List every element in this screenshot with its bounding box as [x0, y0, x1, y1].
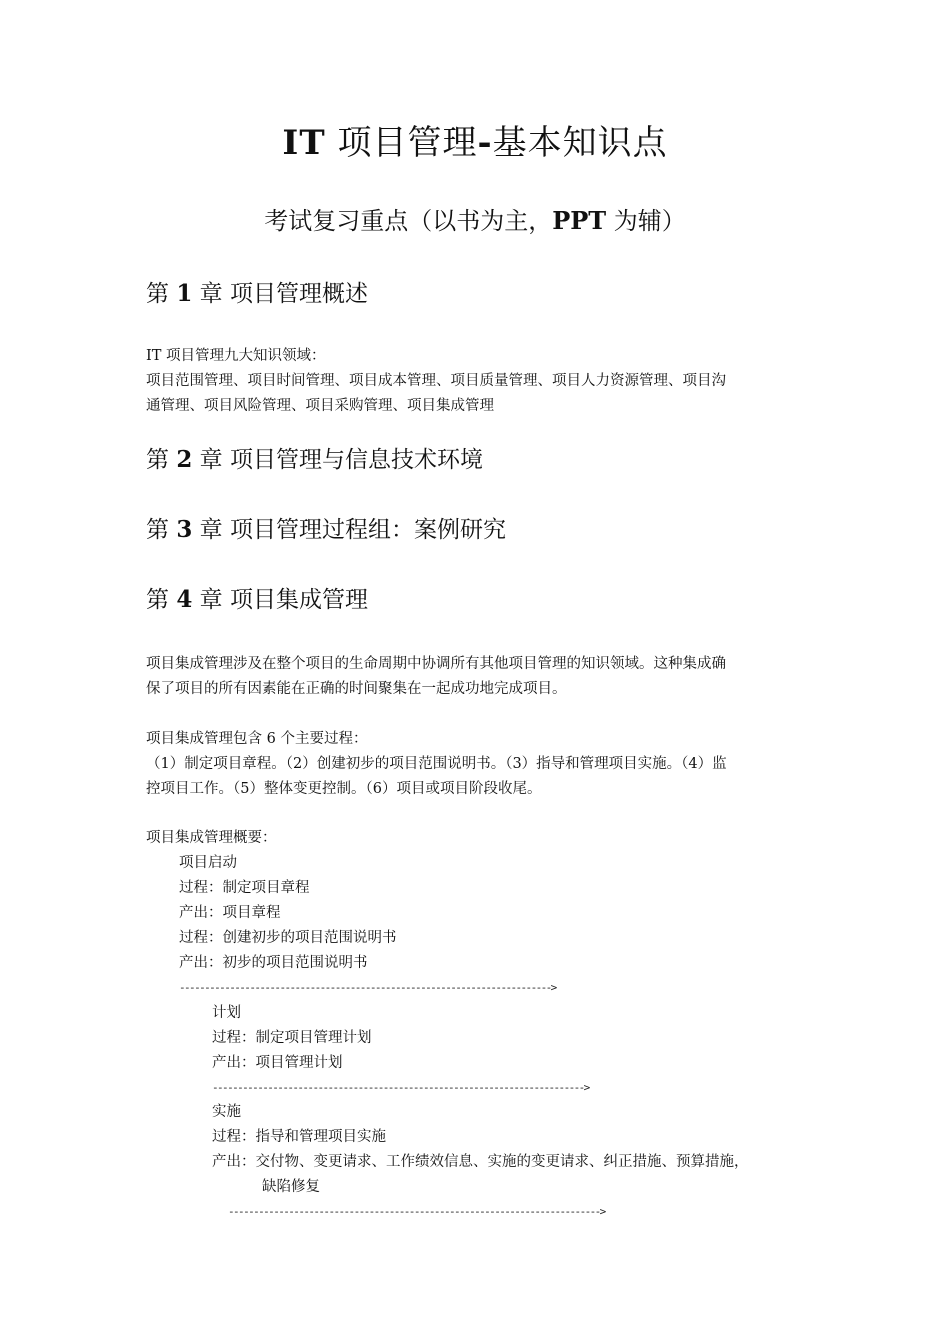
- chapter-2-heading: [146, 443, 483, 477]
- title-part-1: 项目管理: [325, 123, 478, 163]
- subtitle-pre: 考试复习重点（以书为主，: [264, 207, 553, 235]
- chapter-prefix: 第: [146, 517, 177, 543]
- chapter-number: 2: [176, 446, 193, 473]
- chapter-prefix: 第: [146, 447, 177, 473]
- initiation-process-2: 过程：创建初步的项目范围说明书: [179, 930, 397, 946]
- subtitle-bold: PPT: [552, 206, 607, 235]
- chapter-4-heading: [146, 583, 368, 617]
- chapter-prefix: 第: [146, 587, 177, 613]
- initiation-process-1: 过程：制定项目章程: [179, 880, 310, 896]
- flow-arrow-2: -------------------------------------------------------------------------->: [212, 1081, 589, 1094]
- execution-label: 实施: [212, 1104, 241, 1120]
- initiation-output-1: 产出：项目章程: [179, 905, 281, 921]
- execution-output-line-2: 缺陷修复: [262, 1179, 320, 1195]
- planning-process: 过程：制定项目管理计划: [212, 1030, 372, 1046]
- ch4-para1-line-2: 保了项目的所有因素能在正确的时间聚集在一起成功地完成项目。: [146, 681, 567, 697]
- ch4-processes-line-2: 控项目工作。（5）整体变更控制。（6）项目或项目阶段收尾。: [146, 781, 542, 797]
- initiation-label: 项目启动: [179, 855, 237, 871]
- chapter-number: 1: [176, 280, 193, 307]
- execution-output-line-1: 产出：交付物、变更请求、工作绩效信息、实施的变更请求、纠正措施、预算措施，: [212, 1154, 749, 1170]
- ch1-knowledge-areas-heading: IT 项目管理九大知识领域：: [146, 348, 326, 364]
- execution-process: 过程：指导和管理项目实施: [212, 1129, 386, 1145]
- chapter-title: 章 项目管理概述: [192, 281, 368, 307]
- document-subtitle: [0, 203, 950, 239]
- title-dash: -: [477, 123, 493, 163]
- ch4-overview-heading: 项目集成管理概要：: [146, 830, 277, 846]
- document-title: [0, 118, 950, 168]
- flow-arrow-3: -------------------------------------------------------------------------->: [228, 1205, 605, 1218]
- chapter-title: 章 项目管理与信息技术环境: [192, 447, 483, 473]
- ch4-processes-heading: 项目集成管理包含 6 个主要过程：: [146, 731, 368, 747]
- title-latin: IT: [282, 123, 326, 163]
- ch1-knowledge-areas-line-1: 项目范围管理、项目时间管理、项目成本管理、项目质量管理、项目人力资源管理、项目沟: [146, 373, 726, 389]
- flow-arrow-1: -------------------------------------------------------------------------->: [179, 981, 556, 994]
- chapter-number: 3: [176, 516, 193, 543]
- ch4-processes-line-1: （1）制定项目章程。（2）创建初步的项目范围说明书。（3）指导和管理项目实施。（4）监: [146, 756, 727, 772]
- chapter-number: 4: [176, 586, 193, 613]
- chapter-title: 章 项目管理过程组：案例研究: [192, 517, 506, 543]
- chapter-prefix: 第: [146, 281, 177, 307]
- planning-output: 产出：项目管理计划: [212, 1055, 343, 1071]
- title-part-2: 基本知识点: [492, 123, 668, 163]
- chapter-1-heading: [146, 277, 368, 311]
- chapter-title: 章 项目集成管理: [192, 587, 368, 613]
- initiation-output-2: 产出：初步的项目范围说明书: [179, 955, 368, 971]
- ch1-knowledge-areas-line-2: 通管理、项目风险管理、项目采购管理、项目集成管理: [146, 398, 494, 414]
- planning-label: 计划: [212, 1005, 241, 1021]
- chapter-3-heading: [146, 513, 506, 547]
- ch4-para1-line-1: 项目集成管理涉及在整个项目的生命周期中协调所有其他项目管理的知识领域。这种集成确: [146, 656, 726, 672]
- subtitle-post: 为辅）: [606, 207, 686, 235]
